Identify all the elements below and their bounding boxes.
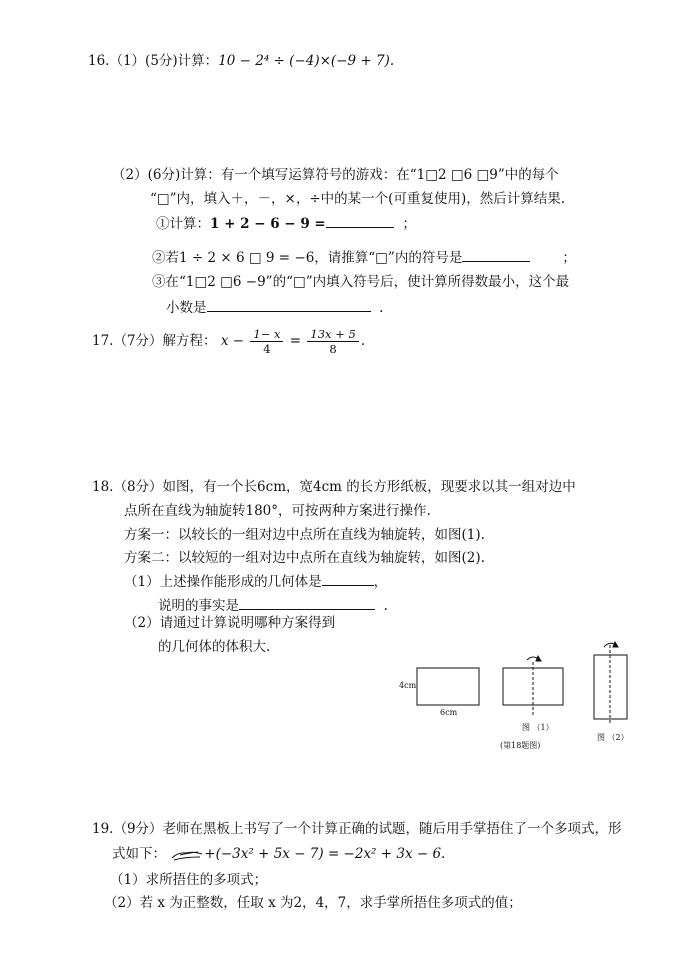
q17-minus: − (232, 333, 245, 349)
q19-line1: 19.（9分）老师在黑板上书写了一个计算正确的试题，随后用手掌捂住了一个多项式，形 (92, 821, 622, 837)
rectangle-shape (417, 668, 479, 705)
q18-line4: 方案二：以较短的一组对边中点所在直线为轴旋转，如图(2). (124, 550, 485, 566)
q18-line1: 18.（8分）如图，有一个长6cm，宽4cm 的长方形纸板，现要求以其一组对边中 (92, 479, 576, 495)
fig2-caption: 图 （2） (597, 733, 629, 742)
q16-item3-label: 小数是 (166, 300, 207, 316)
q19-line3: （1）求所捂住的多项式； (110, 872, 268, 888)
q19-line2-expression: +(−3x² + 5x − 7) = −2x² + 3x − 6. (204, 846, 446, 862)
q16-item3-line1: ③在“1□2 □6 −9”的“□”内填入符号后，使计算所得数最小，这个最 (152, 274, 570, 290)
q16-part2-line1: （2）(6分)计算：有一个填写运算符号的游戏：在“1□2 □6 □9”中的每个 (112, 167, 559, 183)
q19-line2 (112, 845, 445, 863)
q17-equals: = (289, 333, 302, 349)
rectangle-figure (417, 668, 479, 705)
fig-length-label: 6cm (440, 708, 458, 717)
q18-fact-end: . (383, 598, 388, 614)
q16-item2-end: ； (562, 250, 576, 266)
q16-item3-end: . (379, 300, 384, 316)
figure-1 (503, 656, 563, 717)
fig1-caption: 图 （1） (522, 723, 554, 732)
q19-line2-label: 式如下： (112, 846, 166, 862)
q17-x: x (220, 333, 229, 349)
q16-item1-label: ①计算： (156, 216, 210, 232)
q18-part1-end: ， (373, 574, 388, 590)
figure-2-arrowhead (613, 642, 618, 647)
q17-fraction-left-denominator: 4 (263, 342, 271, 356)
q18-part1-label: （1）上述操作能形成的几何体是 (124, 574, 322, 590)
q17-end: . (360, 333, 366, 349)
q16-part1-label: 16.（1）(5分)计算： (88, 53, 219, 69)
q18-line7: （2）请通过计算说明哪种方案得到 (124, 615, 336, 631)
q17-fraction-left-numerator: 1− x (250, 327, 283, 342)
q16-item1-expression: 1 + 2 − 6 − 9 = (210, 216, 326, 232)
q18-line2: 点所在直线为轴旋转180°，可按两种方案进行操作. (124, 503, 431, 519)
q16-part1-expression: 10 − 2⁴ ÷ (−4)×(−9 + 7). (218, 53, 395, 69)
q17-fraction-right-denominator: 8 (329, 342, 337, 356)
q16-item1-end: ； (402, 216, 416, 232)
q18-line8: 的几何体的体积大. (158, 639, 271, 655)
q17-fraction-right-numerator: 13x + 5 (307, 327, 358, 342)
figure-1-arrowhead (536, 656, 541, 661)
palm-hand-icon (170, 848, 204, 862)
q18-line3: 方案一：以较长的一组对边中点所在直线为轴旋转，如图(1). (124, 527, 485, 543)
fig-caption: (第18题图) (500, 741, 541, 750)
q16-item2-label: ②若1 ÷ 2 × 6 □ 9 = −6，请推算“□”内的符号是 (152, 250, 463, 266)
fig-width-label: 4cm (399, 681, 417, 690)
figure-2 (594, 642, 627, 724)
q16-part2-line2: “□”内，填入＋，－，×，÷中的某一个(可重复使用)，然后计算结果. (150, 191, 566, 207)
q18-fact-label: 说明的事实是 (158, 598, 239, 614)
q19-line4: （2）若 x 为正整数，任取 x 为2，4，7，求手掌所捂住多项式的值； (104, 895, 522, 911)
q17-label: 17.（7分）解方程： (92, 333, 217, 349)
